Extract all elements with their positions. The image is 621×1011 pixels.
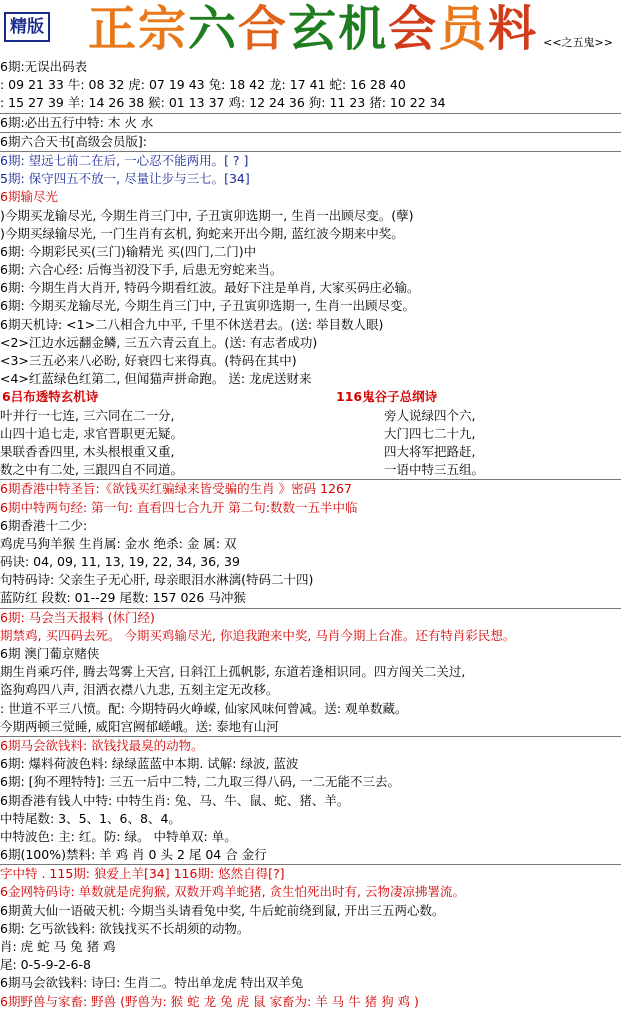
text-line: 期禁鸡, 买四码去死。 今期买鸡输尽光, 你追我跑来中奖, 马肖今期上台准。还有特肖彩民想。 [0,627,516,643]
text-line: <4>红蓝绿色红第二, 但闻猫声拼命跑。 送: 龙虎送财来 [0,371,312,387]
right-poem-line: 大门四七二十九, [384,425,476,441]
title-char: 合 [238,1,289,57]
page-header [0,0,621,58]
text-line: <3>三五必来八必盼, 好衰四七来得真。(特码在其中) [0,353,297,368]
left-poem-line: 数之中有二处, 三跟四自不同道。 [0,462,183,478]
title-char: 料 [488,1,539,57]
text-line: 今期两顿三觉睡, 威阳宫阙郁嵯峨。送: 泰地有山河 [0,718,621,737]
document-content [0,58,621,1011]
title-char: 机 [338,1,389,57]
text-line: : 15 27 39 羊: 14 26 38 猴: 01 13 37 鸡: 12 24 36 狗: 11 23 猪: 10 22 34 [0,94,621,113]
text-line: 6期:无误出码表 [0,59,88,74]
title-char: 正 [88,1,139,57]
text-line: 尾: 0-5-9-2-6-8 [0,957,91,973]
text-line: )今期买龙输尽光, 今期生肖三门中, 子丑寅卯选期一, 生肖一出顾尽变。(孽) [0,207,414,223]
text-line: )今期买绿输尽光, 一门生肖有玄机, 狗蛇来开出今期, 蓝红波今期来中奖。 [0,225,404,241]
text-line: 6期: 今期生肖大肖开, 特码今期看红波。最好下注是单肖, 大家买码庄必输。 [0,280,420,296]
text-line: 5期: 保守四五不放一, 尽量让步与三七。[34] [0,171,250,187]
text-line: 6期六合天书[高级会员版]: [0,133,621,152]
text-line: 盗狗鸡四八声, 泪洒衣襟八九悲, 五刻主定无改移。 [0,682,279,698]
text-line: 6期野兽与家畜: 野兽 (野兽为: 猴 蛇 龙 兔 虎 鼠 家畜为: 羊 马 牛 猪 狗 鸡 ) [0,993,419,1009]
text-line: 6期中特两句经: 第一句: 直看四七合九开 第二句:数数一五半中临 [0,499,358,515]
right-poem-line: 旁人说绿四个六, [384,407,476,423]
right-poem-title: 116鬼谷子总纲诗 [336,389,438,405]
text-line: 6期香港中特圣旨:《欲钱买红骗绿来皆受骗的生肖 》密码 1267 [0,481,352,497]
title-char: 六 [188,1,239,57]
section-block-2 [0,480,621,1010]
text-line: 6期(100%)禁料: 羊 鸡 肖 0 头 2 尾 04 合 金行 [0,846,621,865]
title-char: 玄 [288,1,339,57]
jingban-badge: 精版 [4,12,50,42]
text-line: 6期: [狗不理特特]: 三五一后中二特, 二九取三得八码, 一二无能不三去。 [0,774,400,790]
text-line: 句特码诗: 父亲生子无心肝, 母亲眼泪水淋漓(特码二十四) [0,572,314,588]
text-line: <2>江边水远翻金鳞, 三五六青云直上。(送: 有志者成功) [0,334,318,350]
left-poem-line: 果联香香四里, 木头根根重又重, [0,443,175,459]
text-line: 6期马会欲钱料: 诗曰: 生肖二。特出单龙虎 特出双羊兔 [0,975,304,991]
left-poem-line: 山四十追七走, 求官晋职更无疑。 [0,425,183,441]
text-line: 码诀: 04, 09, 11, 13, 19, 22, 34, 36, 39 [0,554,240,570]
text-line: 鸡虎马狗羊猴 生肖属: 金水 绝杀: 金 属: 双 [0,535,237,551]
right-poem-line: 一语中特三五组。 [384,462,485,478]
text-line: 6期天机诗: <1>二八相合九中平, 千里不休送君去。(送: 举目数人眼) [0,316,384,332]
text-line: : 09 21 33 牛: 08 32 虎: 07 19 43 兔: 18 42 龙: 17 41 蛇: 16 28 40 [0,77,406,93]
left-poem-title: 6吕布透特玄机诗 [2,389,99,405]
title-char: 会 [388,1,439,57]
title-char: 宗 [138,1,189,57]
text-line: : 世道不平三八愤。配: 今期特码火峥嵘, 仙家风味何曾减。送: 观单数藏。 [0,700,408,716]
text-line: 肖: 虎 蛇 马 兔 猪 鸡 [0,939,116,954]
text-line: 6期: 今期彩民买(三门)输精光 买(四门,二门)中 [0,243,257,259]
text-line: 6期: 望远七前二在后, 一心忍不能两用。[ ? ] [0,152,249,168]
text-line: 6金网特码诗: 单数就是虎狗猴, 双数开鸡羊蛇猪, 贪生怕死出时有, 云物凄凉拂署流。 [0,884,465,900]
text-line: 6期 澳门葡京赌侠 [0,646,100,661]
title-char: 员 [438,1,489,57]
text-line: 6期香港十二少: [0,517,88,533]
text-line: 6期输尽光 [0,189,58,205]
text-line: 中特波色: 主: 红。防: 绿。 中特单双: 单。 [0,828,237,844]
text-line: 6期: 六合心经: 后悔当初没下手, 后患无穷蛇来当。 [0,262,283,278]
left-poem-line: 叶并行一七连, 三六同在二一分, [0,407,175,423]
text-line: 6期:必出五行中特: 木 火 水 [0,114,621,133]
text-line: 字中特 . 115期: 狼爱上羊[34] 116期: 悠然自得[?] [0,866,285,882]
text-line: 6期: 乞丐欲钱料: 欲钱找买不长胡须的动物。 [0,920,250,936]
text-line: 6期黄大仙一语破天机: 今期当头请看兔中奖, 牛后蛇前绕到鼠, 开出三五两心数。 [0,902,445,918]
header-tag: <<之五鬼>> [543,36,613,49]
right-poem-line: 四大将军把路赶, [384,443,476,459]
page-title [88,0,538,58]
text-line: 6期: 马会当天报料 (休门经) [0,609,155,625]
text-line: 6期马会欲钱料: 欲钱找最臭的动物。 [0,737,204,753]
text-line: 6期: 爆料荷波色料: 绿绿蓝蓝中本期. 试解: 绿波, 蓝波 [0,756,299,772]
text-line: 6期香港有钱人中特: 中特生肖: 兔、马、牛、鼠、蛇、猪、羊。 [0,792,350,808]
text-line: 中特尾数: 3、5、1、6、8、4。 [0,810,181,826]
section-block-1 [0,58,621,388]
text-line: 6期: 今期买龙输尽光, 今期生肖三门中, 子丑寅卯选期一, 生肖一出顾尽变。 [0,298,415,314]
poem-section [0,388,621,480]
text-line: 期生肖乘巧伴, 腾去驾雾上天宫, 日斜江上孤帆影, 东道若逢相识同。四方闯关二关过, [0,664,466,680]
text-line: 蓝防红 段数: 01--29 尾数: 157 026 马冲猴 [0,589,621,608]
